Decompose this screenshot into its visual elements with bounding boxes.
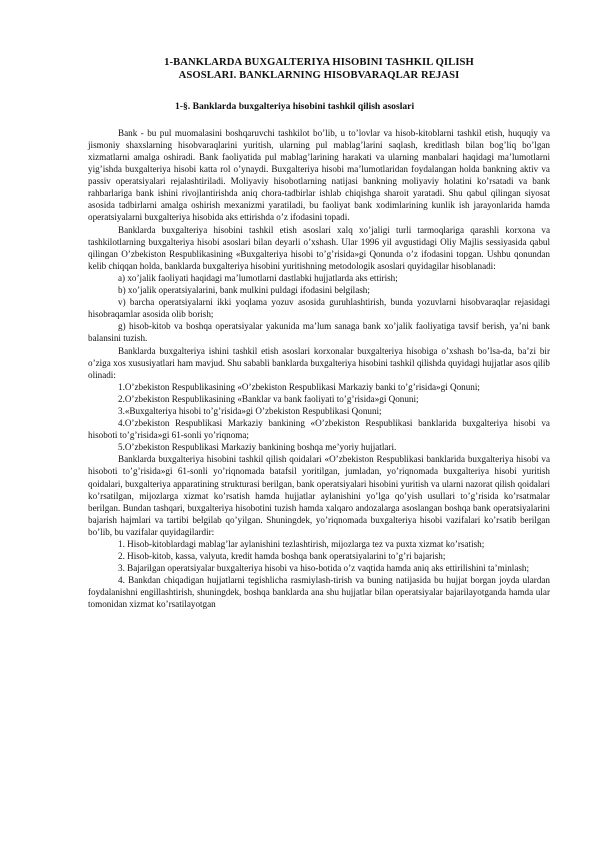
document-title [88,56,550,83]
paragraph: Banklarda buxgalteriya ishini tashkil etish asoslari korxonalar buxgalteriya hisobiga o’xshash bo’lsa-da, ba’zi bir o’ziga xos xususiyatlari ham mavjud. Shu sababli banklarda buxgalteriya hisobini tashkil qilishda quyidagi hujjatlar asos qilib olinadi: [88,345,550,380]
title-line-1: 1-BANKLARDA BUXGALTERIYA HISOBINI TASHKIL QILISH [164,57,474,68]
list-item: 4. Bankdan chiqadigan hujjatlarni tegishlicha rasmiylash-tirish va buning natijasida bu hujjat borgan joyda ulardan foydalanishni engillashtirish, shuningdek, boshqa banklarda ana shu hujjatlar bilan operatsiyalar bajarilayotganda hamda ular tomonidan xizmat ko’rsatilayotgan [88,575,550,610]
list-item: 5.O’zbekiston Respublikasi Markaziy bankining boshqa me’yoriy hujjatlari. [118,442,397,453]
list-item: a) xo’jalik faoliyati haqidagi ma’lumotlarni dastlabki hujjatlarda aks ettirish; [118,272,398,283]
list-item: 1.O’zbekiston Respublikasining «O’zbekiston Respublikasi Markaziy banki to’g’risida»gi Qonuni; [118,381,480,392]
list-item: 3. Bajarilgan operatsiyalar buxgalteriya hisobi va hiso-botida o’z vaqtida hamda aniq aks ettirilishini ta’minlash; [118,563,530,574]
paragraph: Bank - bu pul muomalasini boshqaruvchi tashkilot bo’lib, u to’lovlar va hisob-kitoblarni tashkil etish, huquqiy va jismoniy shaxslarning hisobvaraqlarini yuritish, ularning pul mablag’larini saqlash, kreditlash bilan bog’liq bo’lgan xizmatlarni amalga oshiradi. Bank faoliyatida pul mablag’larining harakati va ularning manbalari haqidagi ma’lumotlarni yig’ishda buxgalteriya hisobi katta rol o’ynaydi. Buxgalteriya hisobi ma’lumotlaridan foydalangan holda bankning aktiv va passiv operatsiyalari rejalashtiriladi. Moliyaviy hisobotlarning natijasi bankning moliyaviy holatini ko’rsatadi va bank rahbarlariga bank ishini rivojlantirishda aniq chora-tadbirlar ishlab chiqishga sharoit yaratadi. Shu qabul qilingan siyosat asosida tadbirlarni amalga oshirish mexanizmi yaratiladi, bu faoliyat bank xodimlarining kunlik ish jarayonlarida hamda operatsiyalarni buxgalteriya hisobida aks ettirishda o’z ifodasini topadi. [88,127,550,223]
list-item: 2.O’zbekiston Respublikasining «Banklar va bank faoliyati to’g’risida»gi Qonuni; [118,393,419,404]
list-item: g) hisob-kitob va boshqa operatsiyalar yakunida ma’lum sanaga bank xo’jalik faoliyatiga tavsif berish, ya’ni bank balansini tuzish. [88,321,550,344]
list-item: 2. Hisob-kitob, kassa, valyuta, kredit hamda boshqa bank operatsiyalarini to’g’ri bajarish; [118,551,446,562]
paragraph: Banklarda buxgalteriya hisobini tashkil qilish qoidalari «O’zbekiston Respublikasi banklarida buxgalteriya hisobi va hisoboti to’g’risida»gi 61-sonli yo’riqnomada batafsil yoritilgan, jumladan, yo’riqnomada buxgalteriya hisobi yuritish qoidalari, buxgalteriya apparatining strukturasi berilgan, bank operatsiyalari hisobini yuritish va ularni nazorat qilish qoidalari ko’rsatilgan, mijozlarga xizmat ko’rsatish hamda hujjatlar aylanishini yo’lga qo’yish usullari to’g’risida ko’rsatmalar berilgan. Bundan tashqari, buxgalteriya hisobotini tuzish hamda xalqaro andozalarga asoslangan boshqa bank operatsiyalarini bajarish hajmlari va tartibi belgilab qo’yilgan. Shuningdek, yo’riqnomada buxgalteriya hisobi vazifalari ko’rsatib berilgan bo’lib, bu vazifalar quyidagilardir: [88,454,550,537]
list-item: v) barcha operatsiyalarni ikki yoqlama yozuv asosida guruhlashtirish, bunda yozuvlarni hisobvaraqlar rejasidagi hisobraqamlar asosida olib borish; [88,297,550,320]
list-item: 1. Hisob-kitoblardagi mablag’lar aylanishini tezlashtirish, mijozlarga tez va puxta xizmat ko’rsatish; [118,539,485,549]
title-line-2: ASOSLARI. BANKLARNING HISOBVARAQLAR REJASI [178,70,460,82]
list-item: 4.O’zbekiston Respublikasi Markaziy bankining «O’zbekiston Respublikasi banklarida buxgalteriya hisobi va hisoboti to’g’risida»gi 61-sonli yo’riqnoma; [88,418,550,441]
section-heading: 1-§. Banklarda buxgalteriya hisobini tashkil qilish asoslari [175,100,415,112]
list-item: 3.«Buxgalteriya hisobi to’g’risida»gi O’zbekiston Respublikasi Qonuni; [118,405,382,416]
document-body [88,127,550,611]
list-item: b) xo’jalik operatsiyalarini, bank mulkini puldagi ifodasini belgilash; [118,285,370,296]
paragraph: Banklarda buxgalteriya hisobini tashkil etish asoslari xalq xo’jaligi turli tarmoqlariga qarashli korxona va tashkilotlarning buxgalteriya hisobi asoslari bilan deyarli o’xshash. Ular 1996 yil avgustidagi Oliy Majlis sessiyasida qabul qilingan O’zbekiston Respublikasining «Buxgalteriya hisobi to’g’risida»gi Qonunda o’z ifodasini topgan. Ushbu qonundan kelib chiqqan holda, banklarda buxgalteriya hisobini yuritishning metodologik asoslari quyidagilar hisoblanadi: [88,224,550,271]
